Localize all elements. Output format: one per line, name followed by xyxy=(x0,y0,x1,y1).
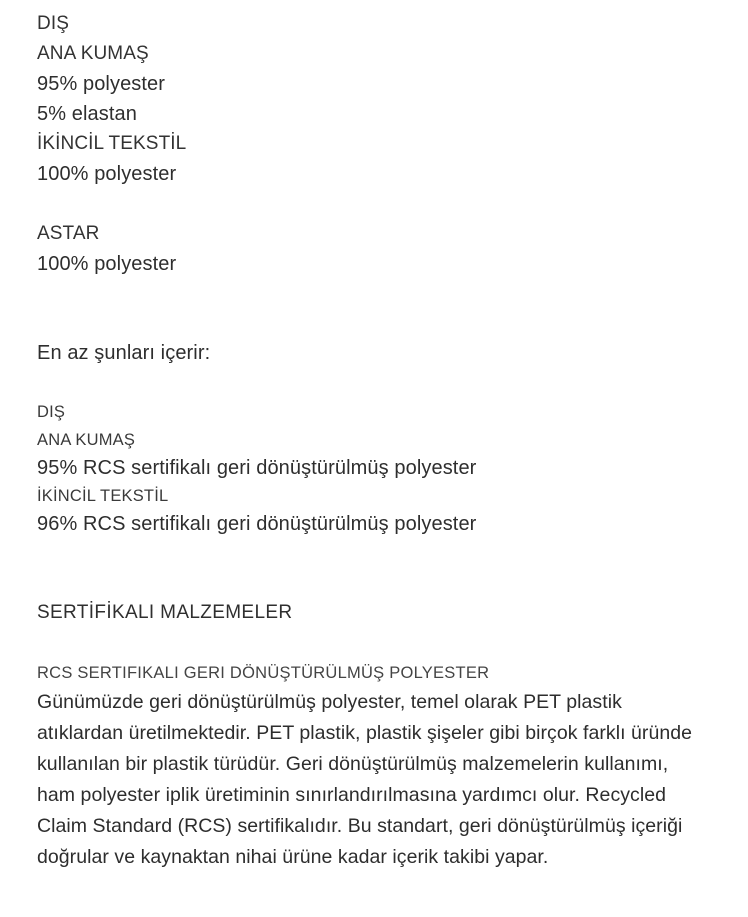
minimum-contains-block xyxy=(37,398,711,538)
composition-spacer xyxy=(37,189,711,219)
lining-section-label: ASTAR xyxy=(37,223,100,244)
outer-main-fabric-value-1: 95% polyester xyxy=(37,73,166,95)
outer-secondary-textile-value: 100% polyester xyxy=(37,163,177,185)
min-secondary-textile-value: 96% RCS sertifikalı geri dönüştürülmüş polyester xyxy=(37,513,477,535)
certified-materials-heading: SERTİFİKALI MALZEMELER xyxy=(37,602,293,623)
min-outer-section-label: DIŞ xyxy=(37,403,66,421)
rcs-polyester-title: RCS SERTIFIKALI GERI DÖNÜŞTÜRÜLMÜŞ POLYESTER xyxy=(37,664,490,682)
outer-main-fabric-value-2: 5% elastan xyxy=(37,103,137,125)
min-main-fabric-value: 95% RCS sertifikalı geri dönüştürülmüş polyester xyxy=(37,457,477,479)
minimum-contains-intro: En az şunları içerir: xyxy=(37,342,211,364)
outer-composition-block xyxy=(37,0,711,189)
lining-value: 100% polyester xyxy=(37,253,177,275)
outer-main-fabric-label: ANA KUMAŞ xyxy=(37,43,149,64)
outer-secondary-textile-label: İKİNCİL TEKSTİL xyxy=(37,133,187,154)
min-secondary-textile-label: İKİNCİL TEKSTİL xyxy=(37,487,169,505)
rcs-polyester-description: Günümüzde geri dönüştürülmüş polyester, temel olarak PET plastik atıklardan üretilmektedir. PET plastik, plastik şişeler gibi birçok farklı üründe kullanılan bir plastik türüdür. Geri dönüştürülmüş malzemelerin kullanımı, ham polyester iplik üretiminin sınırlandırılmasına yardımcı olur. Recycled Claim Standard (RCS) sertifikalıdır. Bu standart, geri dönüştürülmüş içeriği doğrular ve kaynaktan nihai ürüne kadar içerik takibi yapar. xyxy=(37,691,693,868)
min-main-fabric-label: ANA KUMAŞ xyxy=(37,431,136,449)
lining-composition-block xyxy=(37,219,711,279)
outer-section-label: DIŞ xyxy=(37,13,69,34)
